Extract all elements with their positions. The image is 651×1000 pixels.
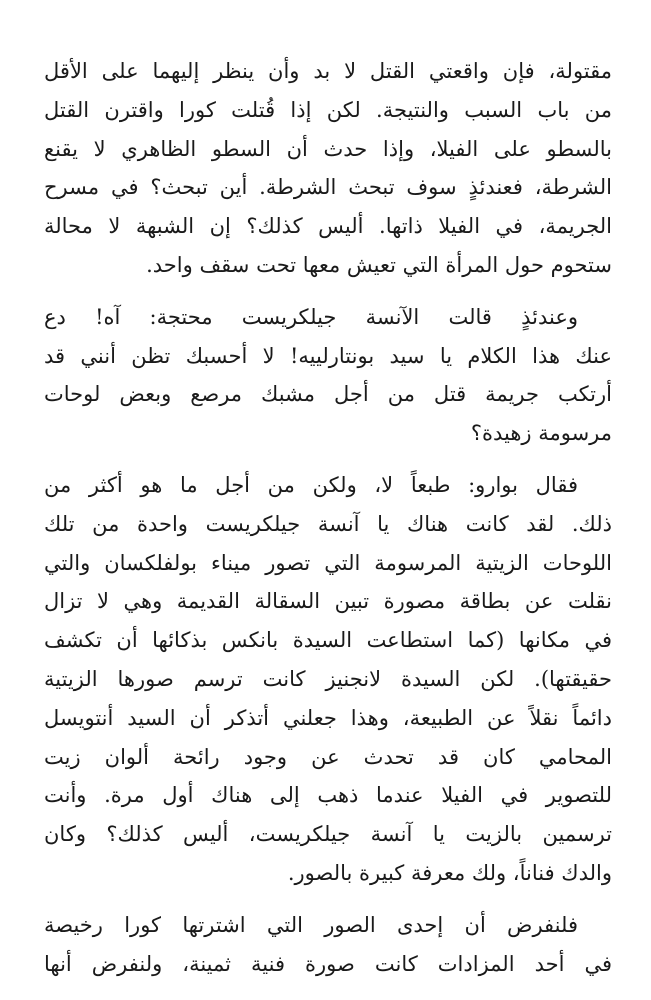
text-line: مقتولة، فإن واقعتي القتل لا بد وأن ينظر إليهما على الأقل [44, 59, 612, 83]
text-line: أرتكب جريمة قتل من أجل مشبك مرصع وبعض لوحات [44, 382, 612, 407]
paragraph-1 [44, 52, 612, 285]
text-line: بالسطو على الفيلا، وإذا حدث أن السطو الظاهري لا يقنع [44, 136, 612, 161]
text-line: المحامي كان قد تحدث عن وجود رائحة ألوان زيت [44, 744, 612, 769]
text-line: الشرطة، فعندئذٍ سوف تبحث الشرطة. أين تبحث؟ في مسرح [44, 175, 612, 200]
text-line: نقلت عن بطاقة مصورة تبين السقالة القديمة وهي لا تزال [44, 589, 612, 614]
text-line: ترسمين بالزيت يا آنسة جيلكريست، أليس كذلك؟ وكان [44, 822, 612, 847]
text-line: في مكانها (كما استطاعت السيدة بانكس بذكائها أن تكشف [44, 628, 612, 653]
paragraph-4 [44, 906, 612, 984]
paragraph-3 [44, 466, 612, 893]
paragraph-2 [44, 298, 612, 453]
text-line: مرسومة زهيدة؟ [470, 421, 612, 446]
document-page [44, 52, 612, 996]
text-line: حقيقتها). لكن السيدة لانجنيز كانت ترسم صورها الزيتية [44, 666, 612, 691]
text-line: ذلك. لقد كانت هناك يا آنسة جيلكريست واحدة من تلك [44, 511, 612, 536]
text-line: عنك هذا الكلام يا سيد بونتارلييه! لا أحسبك تظن أنني قد [44, 343, 612, 368]
text-line: في أحد المزادات كانت صورة فنية ثمينة، ولنفرض أنها [44, 951, 612, 976]
text-line: فقال بوارو: طبعاً لا، ولكن من أجل ما هو أكثر من [44, 472, 578, 497]
text-line: والدك فناناً، ولك معرفة كبيرة بالصور. [287, 860, 612, 885]
text-line: وعندئذٍ قالت الآنسة جيلكريست محتجة: آه! دع [44, 304, 578, 329]
text-line: الجريمة، في الفيلا ذاتها. أليس كذلك؟ إن الشبهة لا محالة [44, 214, 612, 239]
text-line: اللوحات الزيتية المرسومة التي تصور ميناء بولفلكسان والتي [44, 550, 612, 575]
text-line: للتصوير في الفيلا عندما ذهب إلى هناك أول مرة. وأنت [44, 783, 612, 808]
text-line: من باب السبب والنتيجة. لكن إذا قُتلت كورا واقترن القتل [44, 97, 612, 122]
text-line: فلنفرض أن إحدى الصور التي اشترتها كورا رخيصة [44, 912, 578, 937]
text-line: ستحوم حول المرأة التي تعيش معها تحت سقف واحد. [146, 252, 612, 277]
text-line: دائماً نقلاً عن الطبيعة، وهذا جعلني أتذكر أن السيد أنتويسل [44, 705, 612, 730]
